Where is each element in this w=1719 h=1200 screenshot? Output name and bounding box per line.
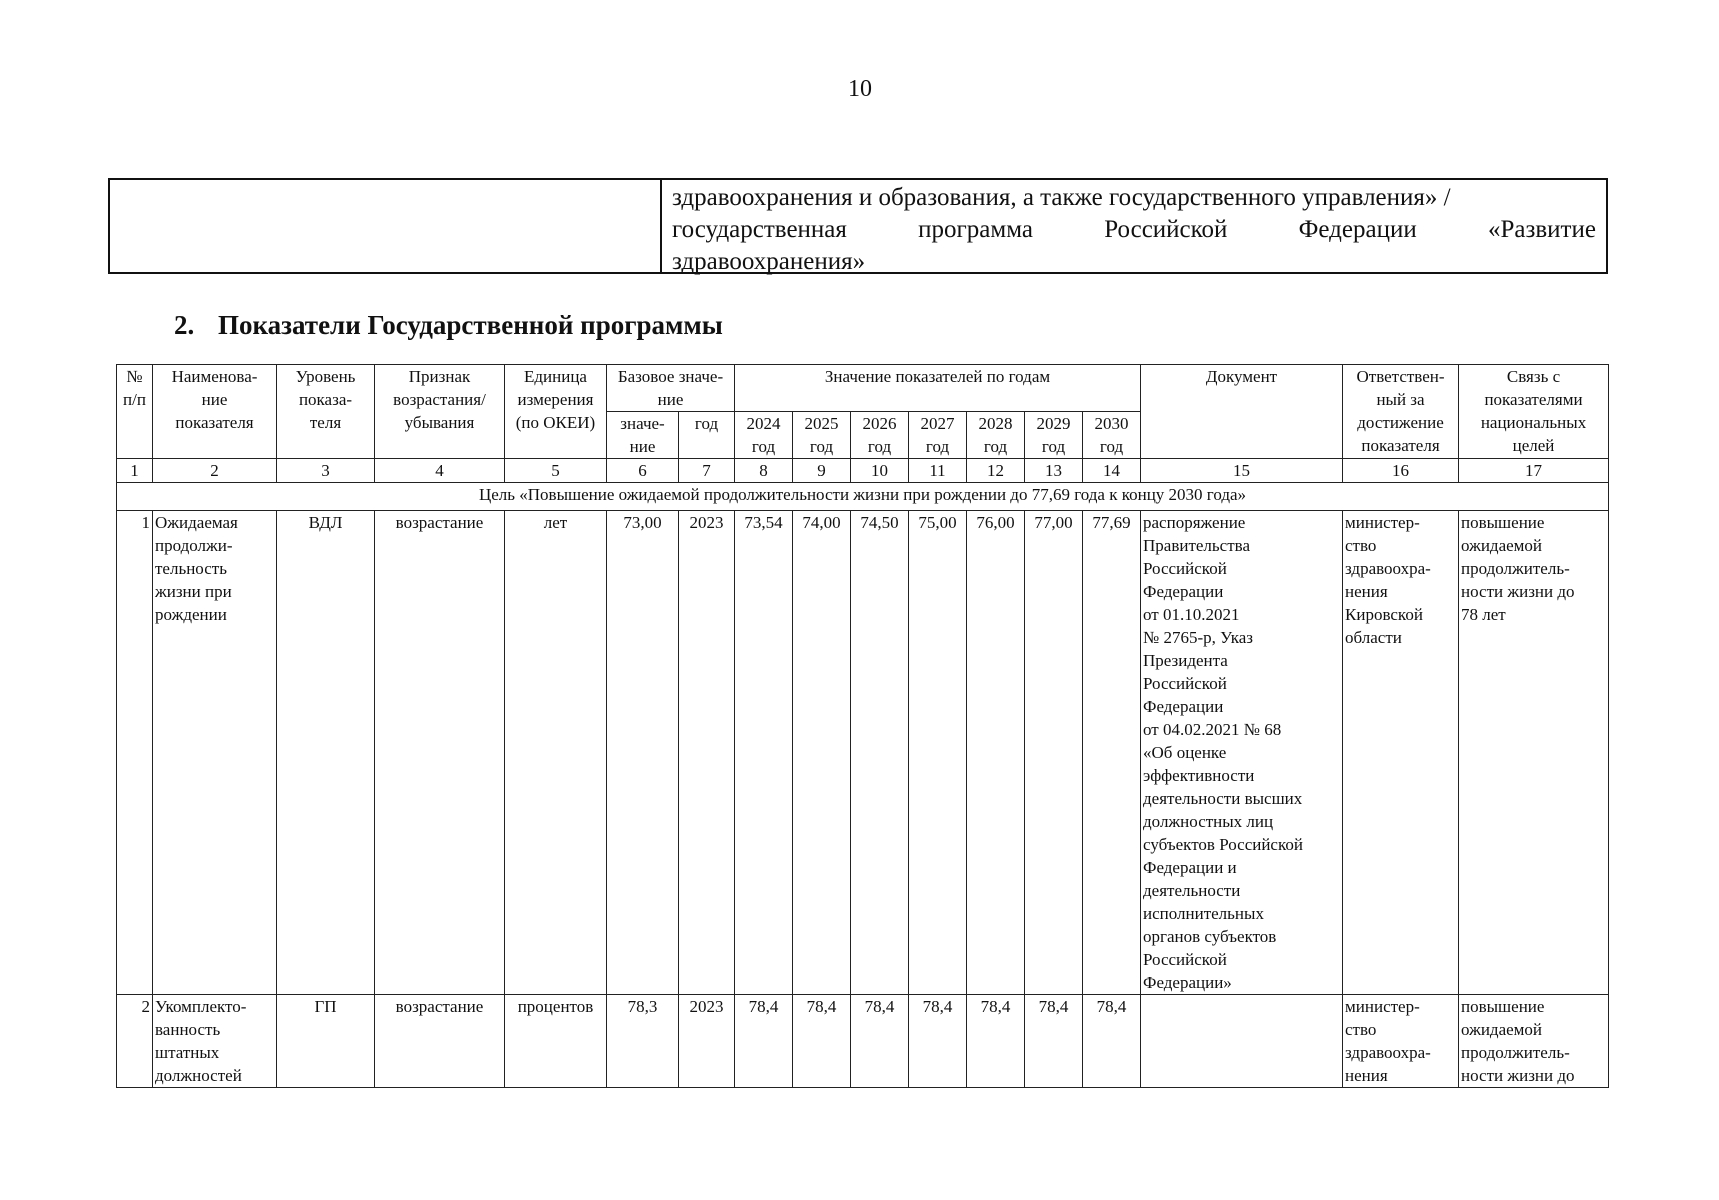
column-number: 12 [967, 459, 1025, 483]
header-unit: Единица измерения (по ОКЕИ) [505, 365, 607, 459]
indicator-name: Укомплекто- ванность штатных должностей [153, 995, 277, 1088]
header-year: 2025 год [793, 412, 851, 459]
column-number: 4 [375, 459, 505, 483]
header-level: Уровень показа- теля [277, 365, 375, 459]
previous-table-word: «Развитие [1487, 216, 1596, 243]
column-number: 3 [277, 459, 375, 483]
indicator-unit: процентов [505, 995, 607, 1088]
document-text [1141, 995, 1343, 1088]
document-text: распоряжение Правительства Российской Федерации от 01.10.2021 № 2765-р, Указ Президента Российской Федерации от 04.02.2021 № 68 «Об оценке эффективности деятельности высших должностных лиц субъектов Российской Федерации и деятельности исполнительных органов субъектов Российской Федерации» [1141, 511, 1343, 995]
section-heading [174, 310, 723, 341]
row-number: 2 [117, 995, 153, 1088]
previous-table-line-1: здравоохранения и образования, а также государственного управления» / [672, 184, 1451, 211]
base-year: 2023 [679, 511, 735, 995]
year-value: 76,00 [967, 511, 1025, 995]
year-value: 78,4 [793, 995, 851, 1088]
header-base-value: значе- ние [607, 412, 679, 459]
year-value: 78,4 [909, 995, 967, 1088]
section-number: 2. [174, 310, 195, 340]
year-value: 77,69 [1083, 511, 1141, 995]
previous-table-word: программа [918, 216, 1033, 243]
previous-table-text [672, 182, 1596, 278]
header-row-1 [117, 365, 1609, 412]
header-no: № п/п [117, 365, 153, 459]
indicator-level: ВДЛ [277, 511, 375, 995]
year-value: 75,00 [909, 511, 967, 995]
column-number: 5 [505, 459, 607, 483]
year-value: 77,00 [1025, 511, 1083, 995]
base-year: 2023 [679, 995, 735, 1088]
header-base: Базовое значе- ние [607, 365, 735, 412]
year-value: 78,4 [967, 995, 1025, 1088]
header-year: 2027 год [909, 412, 967, 459]
header-name: Наименова- ние показателя [153, 365, 277, 459]
national-goal-text: повышение ожидаемой продолжитель- ности жизни до [1459, 995, 1609, 1088]
column-number: 8 [735, 459, 793, 483]
column-number: 13 [1025, 459, 1083, 483]
column-number: 7 [679, 459, 735, 483]
column-number: 15 [1141, 459, 1343, 483]
header-base-year: год [679, 412, 735, 459]
indicator-trend: возрастание [375, 511, 505, 995]
year-value: 74,00 [793, 511, 851, 995]
header-document: Документ [1141, 365, 1343, 459]
header-year: 2028 год [967, 412, 1025, 459]
indicator-name: Ожидаемая продолжи- тельность жизни при рождении [153, 511, 277, 995]
previous-table-continuation [108, 178, 1608, 274]
column-number: 17 [1459, 459, 1609, 483]
year-value: 78,4 [735, 995, 793, 1088]
goal-row [117, 483, 1609, 511]
responsible-text: министер- ство здравоохра- нения Кировской области [1343, 511, 1459, 995]
table-row [117, 511, 1609, 995]
previous-table-word: Федерации [1298, 216, 1417, 243]
year-value: 78,4 [1025, 995, 1083, 1088]
year-value: 74,50 [851, 511, 909, 995]
responsible-text: министер- ство здравоохра- нения [1343, 995, 1459, 1088]
column-number: 11 [909, 459, 967, 483]
header-year: 2029 год [1025, 412, 1083, 459]
previous-table-left-cell [110, 180, 662, 272]
goal-text: Цель «Повышение ожидаемой продолжительности жизни при рождении до 77,69 года к концу 2030 года» [117, 483, 1609, 511]
year-value: 73,54 [735, 511, 793, 995]
row-number: 1 [117, 511, 153, 995]
header-year: 2024 год [735, 412, 793, 459]
previous-table-line-3: здравоохранения» [672, 248, 866, 275]
table-row [117, 995, 1609, 1088]
previous-table-line-2 [672, 214, 1596, 246]
section-title: Показатели Государственной программы [218, 310, 723, 340]
header-responsible: Ответствен- ный за достижение показателя [1343, 365, 1459, 459]
column-number: 6 [607, 459, 679, 483]
column-number-row [117, 459, 1609, 483]
national-goal-text: повышение ожидаемой продолжитель- ности жизни до 78 лет [1459, 511, 1609, 995]
base-value: 73,00 [607, 511, 679, 995]
header-year: 2026 год [851, 412, 909, 459]
previous-table-word: Российской [1104, 216, 1228, 243]
column-number: 1 [117, 459, 153, 483]
column-number: 10 [851, 459, 909, 483]
previous-table-word: государственная [672, 216, 847, 243]
year-value: 78,4 [851, 995, 909, 1088]
column-number: 2 [153, 459, 277, 483]
column-number: 14 [1083, 459, 1141, 483]
indicator-trend: возрастание [375, 995, 505, 1088]
base-value: 78,3 [607, 995, 679, 1088]
header-trend: Признак возрастания/ убывания [375, 365, 505, 459]
indicator-level: ГП [277, 995, 375, 1088]
indicators-table [116, 364, 1609, 1088]
column-number: 16 [1343, 459, 1459, 483]
column-number: 9 [793, 459, 851, 483]
header-year: 2030 год [1083, 412, 1141, 459]
indicator-unit: лет [505, 511, 607, 995]
header-years-group: Значение показателей по годам [735, 365, 1141, 412]
header-national: Связь с показателями национальных целей [1459, 365, 1609, 459]
page-number: 10 [848, 76, 872, 102]
year-value: 78,4 [1083, 995, 1141, 1088]
